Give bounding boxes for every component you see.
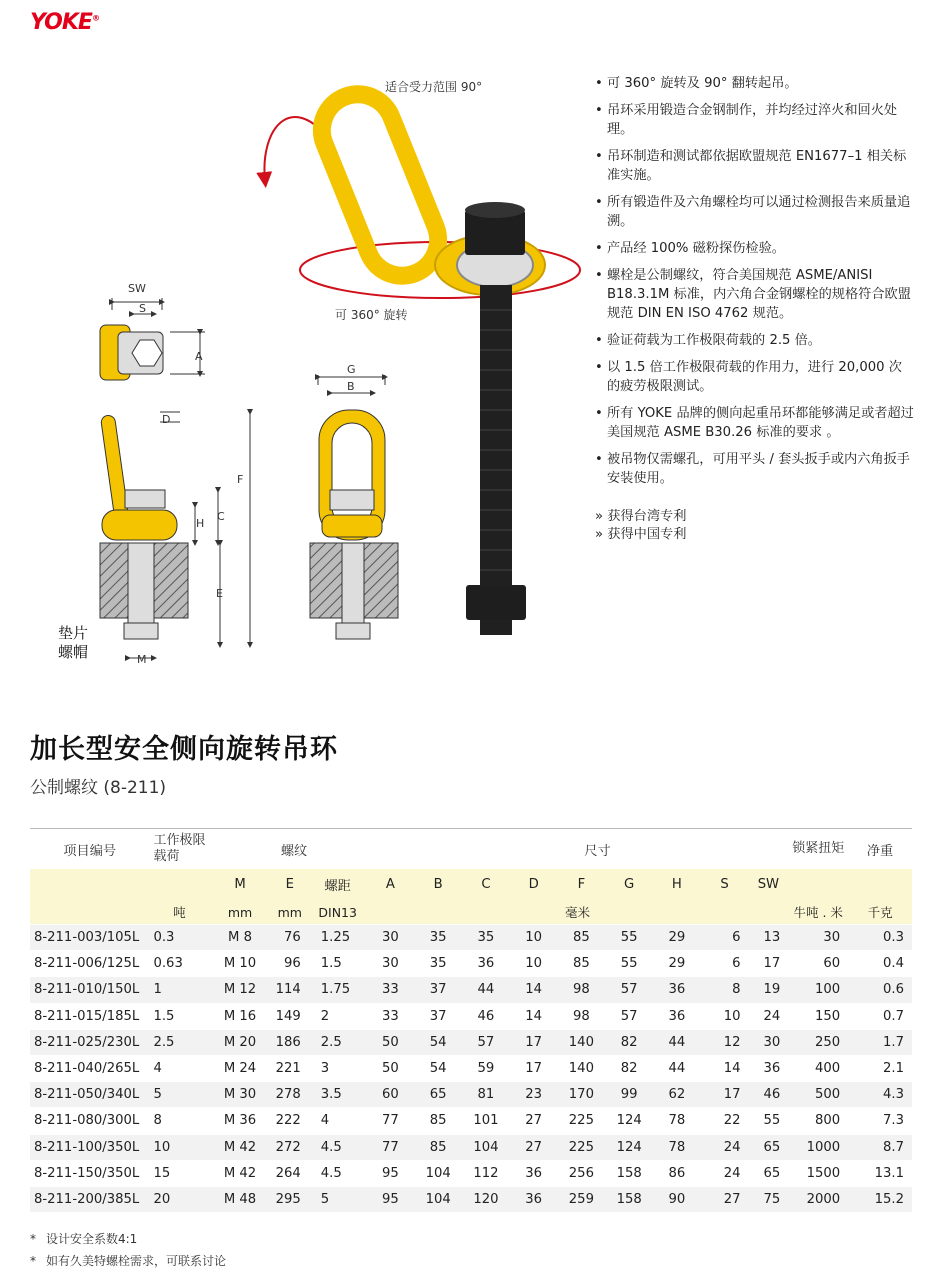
table-cell: 54 — [414, 1055, 462, 1081]
brand-logo: YOKE® — [30, 10, 99, 35]
feature-list — [595, 74, 915, 496]
table-cell: 104 — [462, 1134, 510, 1160]
table-cell: 8-211-015/185L — [30, 1003, 149, 1029]
table-cell: 98 — [558, 977, 606, 1003]
table-cell: 150 — [788, 1003, 848, 1029]
table-cell: 35 — [414, 925, 462, 951]
table-cell: 17 — [748, 951, 788, 977]
col-c: C — [462, 869, 510, 900]
table-cell: 1.25 — [309, 925, 367, 951]
table-cell: 1500 — [788, 1160, 848, 1186]
feature-item: • 验证荷载为工作极限荷载的 2.5 倍。 — [595, 331, 915, 350]
col-pitch: 螺距 — [309, 869, 367, 900]
dim-a: A — [195, 350, 203, 363]
table-cell: 120 — [462, 1186, 510, 1212]
table-cell: 8-211-080/300L — [30, 1108, 149, 1134]
table-cell: M 24 — [209, 1055, 271, 1081]
col-f: F — [558, 869, 606, 900]
unit-m: mm — [209, 900, 271, 925]
spec-table — [30, 828, 912, 1212]
header-wll: 工作极限载荷 — [153, 833, 206, 864]
table-cell: 1.5 — [149, 1003, 209, 1029]
table-cell: 65 — [748, 1160, 788, 1186]
header-item: 项目编号 — [63, 843, 117, 859]
table-cell: 65 — [748, 1134, 788, 1160]
dim-m: M — [137, 653, 147, 666]
table-cell: 10 — [701, 1003, 749, 1029]
col-a: A — [367, 869, 415, 900]
table-cell: 1.5 — [309, 951, 367, 977]
table-cell: M 42 — [209, 1160, 271, 1186]
table-cell: 30 — [367, 925, 415, 951]
table-cell: 0.4 — [848, 951, 912, 977]
table-cell: 50 — [367, 1055, 415, 1081]
table-cell: 37 — [414, 977, 462, 1003]
table-cell: 57 — [462, 1029, 510, 1055]
table-cell: M 8 — [209, 925, 271, 951]
patent-china: » 获得中国专利 — [595, 527, 687, 542]
feature-item: • 吊环制造和测试都依据欧盟规范 EN1677–1 相关标准实施。 — [595, 147, 915, 185]
table-cell: 36 — [748, 1055, 788, 1081]
table-cell: 3 — [309, 1055, 367, 1081]
table-cell: 8-211-010/150L — [30, 977, 149, 1003]
table-cell: 104 — [414, 1160, 462, 1186]
footnote: * 设计安全系数4:1 — [30, 1228, 226, 1250]
spec-table-body — [30, 925, 912, 1213]
table-cell: 46 — [748, 1082, 788, 1108]
header-torque: 锁紧扭矩 — [792, 841, 845, 856]
table-cell: 30 — [748, 1029, 788, 1055]
table-cell: 46 — [462, 1003, 510, 1029]
table-cell: 85 — [414, 1134, 462, 1160]
table-cell: 101 — [462, 1108, 510, 1134]
table-cell: 85 — [558, 951, 606, 977]
table-cell: 36 — [653, 1003, 701, 1029]
table-cell: 278 — [271, 1082, 309, 1108]
table-cell: 8-211-050/340L — [30, 1082, 149, 1108]
table-cell: 0.3 — [149, 925, 209, 951]
table-cell: 0.7 — [848, 1003, 912, 1029]
table-cell: 65 — [414, 1082, 462, 1108]
table-cell: 14 — [510, 1003, 558, 1029]
hoist-ring-drawings — [40, 70, 590, 680]
dim-e: E — [216, 587, 223, 600]
table-cell: 272 — [271, 1134, 309, 1160]
table-cell: 62 — [653, 1082, 701, 1108]
table-cell: 13.1 — [848, 1160, 912, 1186]
feature-item: • 螺栓是公制螺纹，符合美国规范 ASME/ANISI B18.3.1M 标准，内六角合金钢螺栓的规格符合欧盟规范 DIN EN ISO 4762 规范。 — [595, 266, 915, 323]
table-cell: 57 — [605, 977, 653, 1003]
feature-item: • 所有 YOKE 品牌的侧向起重吊环都能够满足或者超过美国规范 ASME B30.26 标准的要求 。 — [595, 404, 915, 442]
table-cell: 4.5 — [309, 1160, 367, 1186]
table-cell: 99 — [605, 1082, 653, 1108]
table-cell: 221 — [271, 1055, 309, 1081]
table-cell: 3.5 — [309, 1082, 367, 1108]
table-cell: 500 — [788, 1082, 848, 1108]
table-cell: 2.1 — [848, 1055, 912, 1081]
table-cell: 2.5 — [309, 1029, 367, 1055]
table-cell: 2.5 — [149, 1029, 209, 1055]
table-cell: 35 — [462, 925, 510, 951]
table-cell: 225 — [558, 1108, 606, 1134]
col-g: G — [605, 869, 653, 900]
table-cell: 1 — [149, 977, 209, 1003]
header-weight: 净重 — [866, 843, 894, 859]
table-cell: 54 — [414, 1029, 462, 1055]
table-row — [30, 977, 912, 1003]
table-cell: 17 — [510, 1055, 558, 1081]
table-cell: 4 — [309, 1108, 367, 1134]
table-cell: 86 — [653, 1160, 701, 1186]
table-cell: 85 — [558, 925, 606, 951]
table-cell: 256 — [558, 1160, 606, 1186]
table-cell: 140 — [558, 1055, 606, 1081]
table-cell: 0.63 — [149, 951, 209, 977]
table-cell: 8-211-040/265L — [30, 1055, 149, 1081]
table-cell: 6 — [701, 925, 749, 951]
table-cell: 158 — [605, 1160, 653, 1186]
table-cell: M 10 — [209, 951, 271, 977]
table-cell: 60 — [788, 951, 848, 977]
table-cell: 10 — [510, 925, 558, 951]
table-cell: 77 — [367, 1134, 415, 1160]
table-cell: 14 — [510, 977, 558, 1003]
table-cell: 29 — [653, 925, 701, 951]
table-cell: 225 — [558, 1134, 606, 1160]
table-cell: 800 — [788, 1108, 848, 1134]
table-row — [30, 1134, 912, 1160]
table-cell: 158 — [605, 1186, 653, 1212]
front-view-drawing — [310, 375, 398, 639]
col-h: H — [653, 869, 701, 900]
table-cell: 33 — [367, 977, 415, 1003]
table-cell: 98 — [558, 1003, 606, 1029]
unit-e: mm — [271, 900, 309, 925]
dim-d: D — [162, 413, 171, 426]
table-row — [30, 925, 912, 951]
table-cell: 44 — [653, 1055, 701, 1081]
patent-taiwan: » 获得台湾专利 — [595, 509, 687, 524]
feature-item: • 以 1.5 倍工作极限荷载的作用力，进行 20,000 次的疲劳极限测试。 — [595, 358, 915, 396]
table-cell: 400 — [788, 1055, 848, 1081]
table-cell: 10 — [149, 1134, 209, 1160]
table-cell: 140 — [558, 1029, 606, 1055]
table-cell: 24 — [701, 1134, 749, 1160]
col-e: E — [271, 869, 309, 900]
table-cell: 78 — [653, 1134, 701, 1160]
table-cell: 1.75 — [309, 977, 367, 1003]
table-cell: M 30 — [209, 1082, 271, 1108]
table-cell: 1000 — [788, 1134, 848, 1160]
dim-f: F — [237, 473, 244, 486]
table-cell: 6 — [701, 951, 749, 977]
dim-b: B — [347, 380, 355, 393]
dim-sw: SW — [128, 282, 146, 295]
table-cell: M 16 — [209, 1003, 271, 1029]
table-cell: 36 — [653, 977, 701, 1003]
table-cell: M 36 — [209, 1108, 271, 1134]
table-cell: 95 — [367, 1160, 415, 1186]
washer-label: 垫片 — [58, 624, 89, 642]
header-thread: 螺纹 — [280, 843, 308, 859]
table-cell: 112 — [462, 1160, 510, 1186]
feature-item: • 产品经 100% 磁粉探伤检验。 — [595, 239, 915, 258]
table-cell: 27 — [510, 1108, 558, 1134]
table-row — [30, 1186, 912, 1212]
table-cell: 36 — [462, 951, 510, 977]
table-cell: 5 — [149, 1082, 209, 1108]
table-cell: 55 — [748, 1108, 788, 1134]
table-cell: 59 — [462, 1055, 510, 1081]
arc-top-label: 适合受力范围 90° — [385, 80, 483, 94]
table-cell: 4 — [149, 1055, 209, 1081]
footnote: * 如有久美特螺栓需求，可联系讨论 — [30, 1250, 226, 1272]
table-cell: 8 — [149, 1108, 209, 1134]
table-row — [30, 1029, 912, 1055]
table-cell: 8 — [701, 977, 749, 1003]
col-sw: SW — [748, 869, 788, 900]
table-cell: 82 — [605, 1029, 653, 1055]
table-cell: 124 — [605, 1134, 653, 1160]
table-cell: 5 — [309, 1186, 367, 1212]
header-dims: 尺寸 — [584, 843, 611, 859]
table-cell: 4.5 — [309, 1134, 367, 1160]
table-cell: 104 — [414, 1186, 462, 1212]
feature-item: • 可 360° 旋转及 90° 翻转起吊。 — [595, 74, 915, 93]
table-cell: 0.6 — [848, 977, 912, 1003]
table-cell: 36 — [510, 1160, 558, 1186]
dim-c: C — [217, 510, 225, 523]
table-cell: 295 — [271, 1186, 309, 1212]
table-cell: 50 — [367, 1029, 415, 1055]
page-subtitle: 公制螺纹 (8-211) — [30, 778, 167, 798]
table-cell: 8-211-100/350L — [30, 1134, 149, 1160]
table-row — [30, 1003, 912, 1029]
table-row — [30, 1160, 912, 1186]
table-cell: 20 — [149, 1186, 209, 1212]
feature-item: • 被吊物仅需螺孔，可用平头 / 套头扳手或内六角扳手安装使用。 — [595, 450, 915, 488]
unit-weight: 千克 — [848, 900, 912, 925]
table-cell: 24 — [748, 1003, 788, 1029]
table-cell: 1.7 — [848, 1029, 912, 1055]
table-cell: 8-211-200/385L — [30, 1186, 149, 1212]
table-cell: 8-211-025/230L — [30, 1029, 149, 1055]
arc-side-label: 可 360° 旋转 — [335, 308, 408, 322]
table-cell: 15.2 — [848, 1186, 912, 1212]
table-cell: 186 — [271, 1029, 309, 1055]
table-cell: 7.3 — [848, 1108, 912, 1134]
table-cell: 19 — [748, 977, 788, 1003]
table-row — [30, 1108, 912, 1134]
table-cell: 2000 — [788, 1186, 848, 1212]
table-cell: 8-211-003/105L — [30, 925, 149, 951]
table-cell: 90 — [653, 1186, 701, 1212]
unit-pitch: DIN13 — [309, 900, 367, 925]
product-diagram — [40, 70, 590, 680]
table-cell: 22 — [701, 1108, 749, 1134]
table-cell: 17 — [701, 1082, 749, 1108]
table-cell: 95 — [367, 1186, 415, 1212]
table-cell: 35 — [414, 951, 462, 977]
table-cell: 259 — [558, 1186, 606, 1212]
table-cell: 100 — [788, 977, 848, 1003]
col-d: D — [510, 869, 558, 900]
dim-h: H — [196, 517, 205, 530]
table-cell: M 42 — [209, 1134, 271, 1160]
table-cell: 8.7 — [848, 1134, 912, 1160]
table-cell: 27 — [510, 1134, 558, 1160]
col-m: M — [209, 869, 271, 900]
table-row — [30, 951, 912, 977]
table-cell: 8-211-006/125L — [30, 951, 149, 977]
dim-g: G — [347, 363, 356, 376]
table-cell: 77 — [367, 1108, 415, 1134]
table-cell: 76 — [271, 925, 309, 951]
table-cell: 75 — [748, 1186, 788, 1212]
table-cell: 29 — [653, 951, 701, 977]
table-cell: 37 — [414, 1003, 462, 1029]
dim-s: S — [139, 302, 146, 315]
col-s: S — [701, 869, 749, 900]
table-cell: 30 — [788, 925, 848, 951]
table-cell: 82 — [605, 1055, 653, 1081]
table-cell: 10 — [510, 951, 558, 977]
table-cell: 4.3 — [848, 1082, 912, 1108]
table-cell: M 48 — [209, 1186, 271, 1212]
nut-label: 螺帽 — [58, 643, 89, 661]
table-cell: 2 — [309, 1003, 367, 1029]
table-cell: M 20 — [209, 1029, 271, 1055]
table-cell: 13 — [748, 925, 788, 951]
footnotes — [30, 1228, 226, 1272]
table-row — [30, 1082, 912, 1108]
table-cell: 81 — [462, 1082, 510, 1108]
table-cell: 33 — [367, 1003, 415, 1029]
table-cell: 30 — [367, 951, 415, 977]
table-cell: 222 — [271, 1108, 309, 1134]
feature-item: • 吊环采用锻造合金钢制作，并均经过淬火和回火处理。 — [595, 101, 915, 139]
table-cell: 27 — [701, 1186, 749, 1212]
table-cell: 17 — [510, 1029, 558, 1055]
table-cell: 15 — [149, 1160, 209, 1186]
unit-wll: 吨 — [149, 900, 209, 925]
table-cell: 55 — [605, 951, 653, 977]
table-cell: 44 — [653, 1029, 701, 1055]
table-cell: 44 — [462, 977, 510, 1003]
table-cell: 264 — [271, 1160, 309, 1186]
table-cell: 24 — [701, 1160, 749, 1186]
table-cell: 170 — [558, 1082, 606, 1108]
table-cell: 23 — [510, 1082, 558, 1108]
page-title: 加长型安全侧向旋转吊环 — [30, 734, 338, 765]
table-cell: 124 — [605, 1108, 653, 1134]
table-cell: 36 — [510, 1186, 558, 1212]
col-b: B — [414, 869, 462, 900]
table-row — [30, 1055, 912, 1081]
side-view-drawing — [100, 298, 250, 658]
table-cell: M 12 — [209, 977, 271, 1003]
patent-list — [595, 508, 686, 544]
unit-dims: 毫米 — [367, 900, 789, 925]
table-cell: 8-211-150/350L — [30, 1160, 149, 1186]
table-cell: 78 — [653, 1108, 701, 1134]
table-cell: 60 — [367, 1082, 415, 1108]
table-cell: 149 — [271, 1003, 309, 1029]
table-cell: 114 — [271, 977, 309, 1003]
table-cell: 0.3 — [848, 925, 912, 951]
table-cell: 12 — [701, 1029, 749, 1055]
table-cell: 96 — [271, 951, 309, 977]
feature-item: • 所有锻造件及六角螺栓均可以通过检测报告来质量追溯。 — [595, 193, 915, 231]
table-cell: 14 — [701, 1055, 749, 1081]
table-cell: 85 — [414, 1108, 462, 1134]
table-cell: 250 — [788, 1029, 848, 1055]
table-cell: 57 — [605, 1003, 653, 1029]
table-cell: 55 — [605, 925, 653, 951]
unit-torque: 牛吨 . 米 — [788, 900, 848, 925]
